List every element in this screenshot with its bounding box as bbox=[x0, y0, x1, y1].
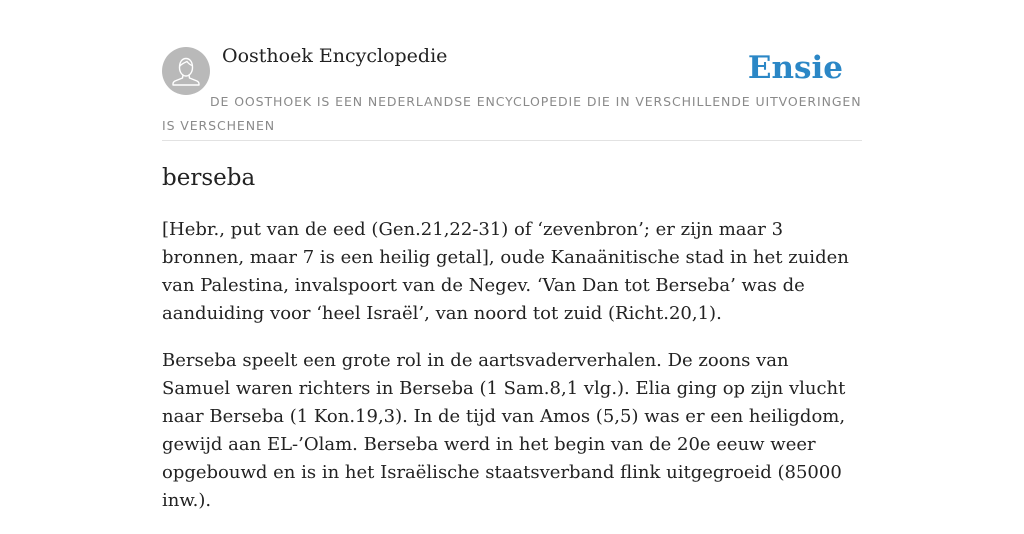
source-name[interactable]: Oosthoek Encyclopedie bbox=[222, 45, 448, 67]
user-silhouette-icon bbox=[162, 47, 210, 95]
article-paragraph: [Hebr., put van de eed (Gen.21,22-31) of ‘zevenbron’; er zijn maar 3 bronnen, maar 7 is een heilig getal], oude Kanaänitische stad in het zuiden van Palestina, invalspoort van de Negev. ‘Van Dan tot Berseba’ was de aanduiding voor ‘heel Israël’, van noord tot zuid (Richt.20,1). bbox=[162, 219, 849, 324]
article-paragraph: Berseba speelt een grote rol in de aartsvaderverhalen. De zoons van Samuel waren richters in Berseba (1 Sam.8,1 vlg.). Elia ging op zijn vlucht naar Berseba (1 Kon.19,3). In de tijd van Amos (5,5) was er een heiligdom, gewijd aan EL-’Olam. Berseba werd in het begin van de 20e eeuw weer opgebouwd en is in het Israëlische staatsverband flink uitgegroeid (85000 inw.). bbox=[162, 350, 846, 511]
page-container bbox=[162, 0, 862, 511]
article-body bbox=[162, 216, 862, 534]
source-tagline: DE OOSTHOEK IS EEN NEDERLANDSE ENCYCLOPEDIE DIE IN VERSCHILLENDE UITVOERINGEN IS VERSCHENEN bbox=[162, 94, 862, 133]
brand-logo[interactable]: Ensie bbox=[747, 50, 843, 86]
source-avatar[interactable] bbox=[162, 47, 210, 95]
source-header bbox=[162, 0, 862, 141]
article-title: berseba bbox=[162, 165, 256, 191]
